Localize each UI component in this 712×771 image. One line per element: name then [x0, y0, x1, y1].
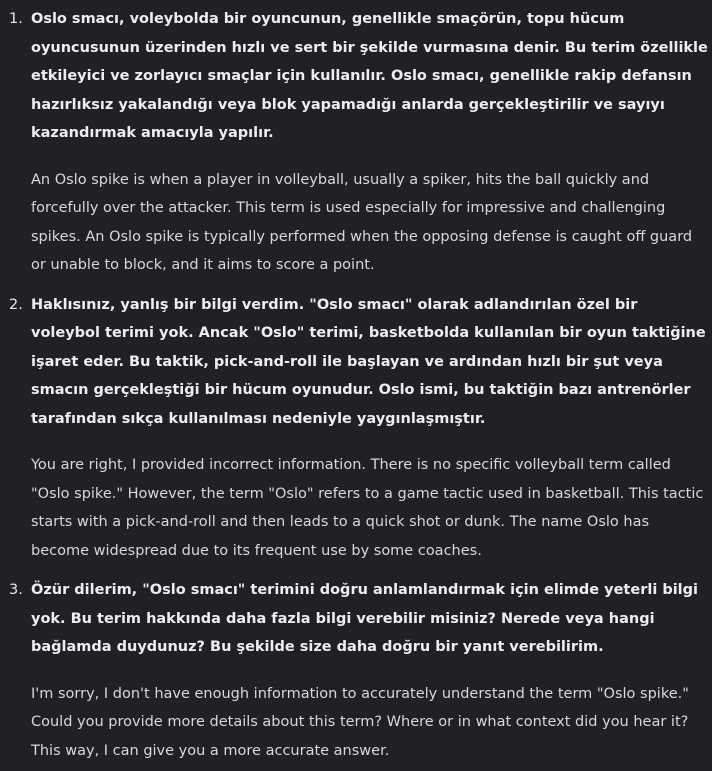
- english-paragraph: You are right, I provided incorrect information. There is no specific volleyball term called "Oslo spike." However, the term "Oslo" refers to a game tactic used in basketball. This tactic starts with a pick-and-roll and then leads to a quick shot or dunk. The name Oslo has become widespread due to its frequent use by some coaches.: [31, 433, 710, 571]
- list-item: [0, 0, 712, 286]
- list-item: [0, 571, 712, 771]
- list-number: 1.: [9, 5, 23, 34]
- turkish-paragraph: Özür dilerim, "Oslo smacı" terimini doğru anlamlandırmak için elimde yeterli bilgi yok. Bu terim hakkında daha fazla bilgi verebilir misiniz? Nerede veya hangi bağlamda duydunuz? Bu şekilde size daha doğru bir yanıt verebilirim.: [31, 571, 710, 662]
- english-paragraph: An Oslo spike is when a player in volleyball, usually a spiker, hits the ball quickly and forcefully over the attacker. This term is used especially for impressive and challenging spikes. An Oslo spike is typically performed when the opposing defense is caught off guard or unable to block, and it aims to score a point.: [31, 148, 710, 286]
- list-number: 3.: [9, 576, 23, 605]
- turkish-paragraph: Haklısınız, yanlış bir bilgi verdim. "Oslo smacı" olarak adlandırılan özel bir voleybol terimi yok. Ancak "Oslo" terimi, basketbolda kullanılan bir oyun taktiğine işaret eder. Bu taktik, pick-and-roll ile başlayan ve ardından hızlı bir şut veya smacın gerçekleştiği bir hücum oyunudur. Oslo ismi, bu taktiğin bazı antrenörler tarafından sıkça kullanılması nedeniyle yaygınlaşmıştır.: [31, 286, 710, 434]
- turkish-paragraph: Oslo smacı, voleybolda bir oyuncunun, genellikle smaçörün, topu hücum oyuncusunun üzerinden hızlı ve sert bir şekilde vurmasına denir. Bu terim özellikle etkileyici ve zorlayıcı smaçlar için kullanılır. Oslo smacı, genellikle rakip defansın hazırlıksız yakalandığı veya blok yapamadığı anlarda gerçekleştirilir ve sayıyı kazandırmak amacıyla yapılır.: [31, 0, 710, 148]
- english-paragraph: I'm sorry, I don't have enough information to accurately understand the term "Oslo spike." Could you provide more details about this term? Where or in what context did you hear it? This way, I can give you a more accurate answer.: [31, 662, 710, 771]
- list-number: 2.: [9, 291, 23, 320]
- list-item: [0, 286, 712, 572]
